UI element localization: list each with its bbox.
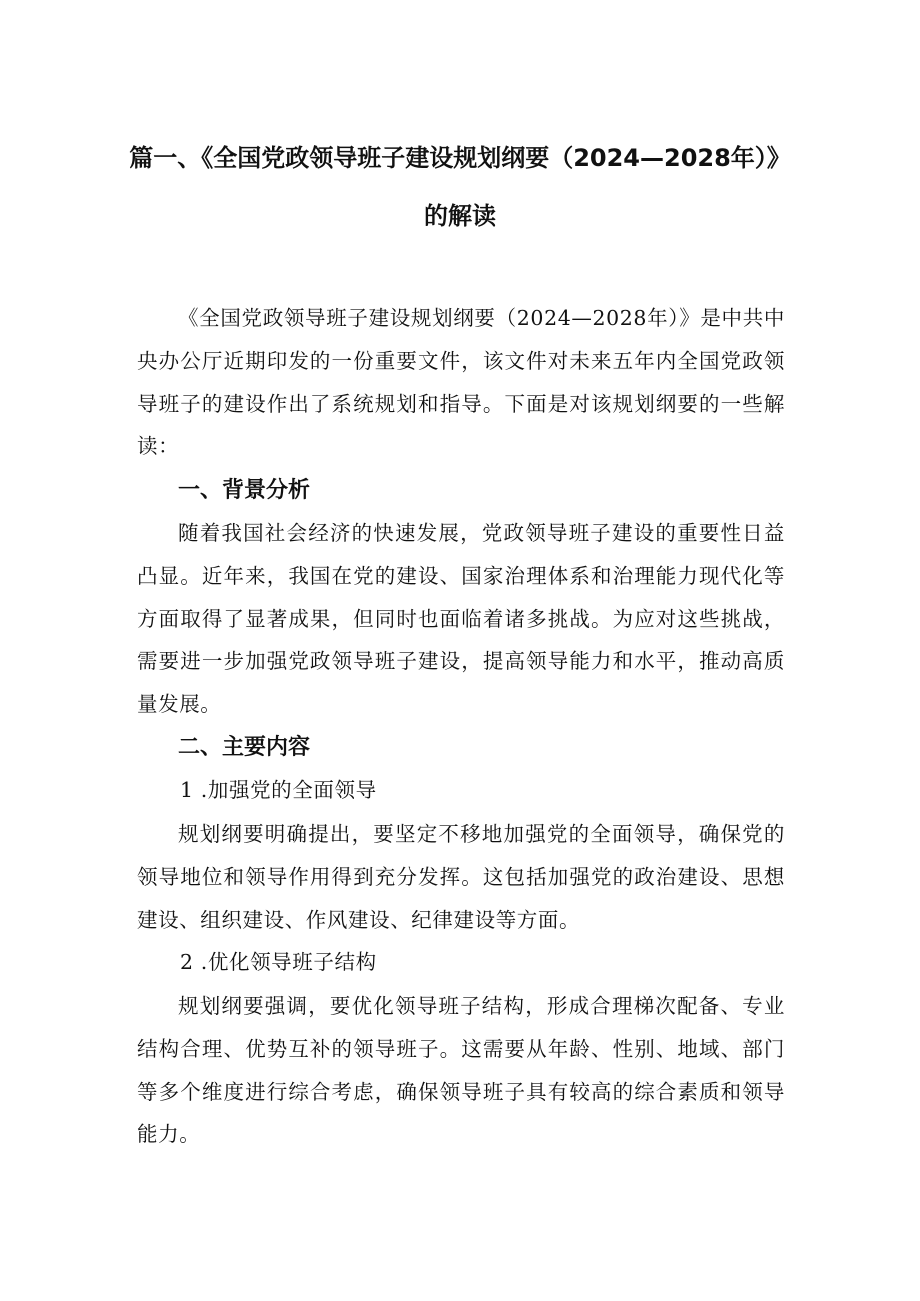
section-heading-main-content: 二、主要内容 xyxy=(178,735,311,760)
intro-paragraph: 《全国党政领导班子建设规划纲要（2024—2028年）》是中共中央办公厅近期印发的一份重要文件，该文件对未来五年内全国党政领导班子的建设作出了系统规划和指导。下面是对该规划纲要的一些解读： xyxy=(137,306,785,459)
section-heading-background: 一、背景分析 xyxy=(178,478,311,503)
document-title-line-2: 的解读 xyxy=(424,202,496,230)
party-leadership-paragraph: 规划纲要明确提出，要坚定不移地加强党的全面领导，确保党的领导地位和领导作用得到充分发挥。这包括加强党的政治建设、思想建设、组织建设、作风建设、纪律建设等方面。 xyxy=(137,822,785,932)
background-paragraph: 随着我国社会经济的快速发展，党政领导班子建设的重要性日益凸显。近年来，我国在党的建设、国家治理体系和治理能力现代化等方面取得了显著成果，但同时也面临着诸多挑战。为应对这些挑战，需要进一步加强党政领导班子建设，提高领导能力和水平，推动高质量发展。 xyxy=(137,521,785,717)
document-title-line-1: 篇一、《全国党政领导班子建设规划纲要（2024—2028年）》 xyxy=(129,144,791,172)
team-structure-paragraph: 规划纲要强调，要优化领导班子结构，形成合理梯次配备、专业结构合理、优势互补的领导班子。这需要从年龄、性别、地域、部门等多个维度进行综合考虑，确保领导班子具有较高的综合素质和领导能力。 xyxy=(137,994,785,1147)
subsection-heading-team-structure: 2 .优化领导班子结构 xyxy=(180,950,377,974)
subsection-heading-party-leadership: 1 .加强党的全面领导 xyxy=(180,778,377,802)
